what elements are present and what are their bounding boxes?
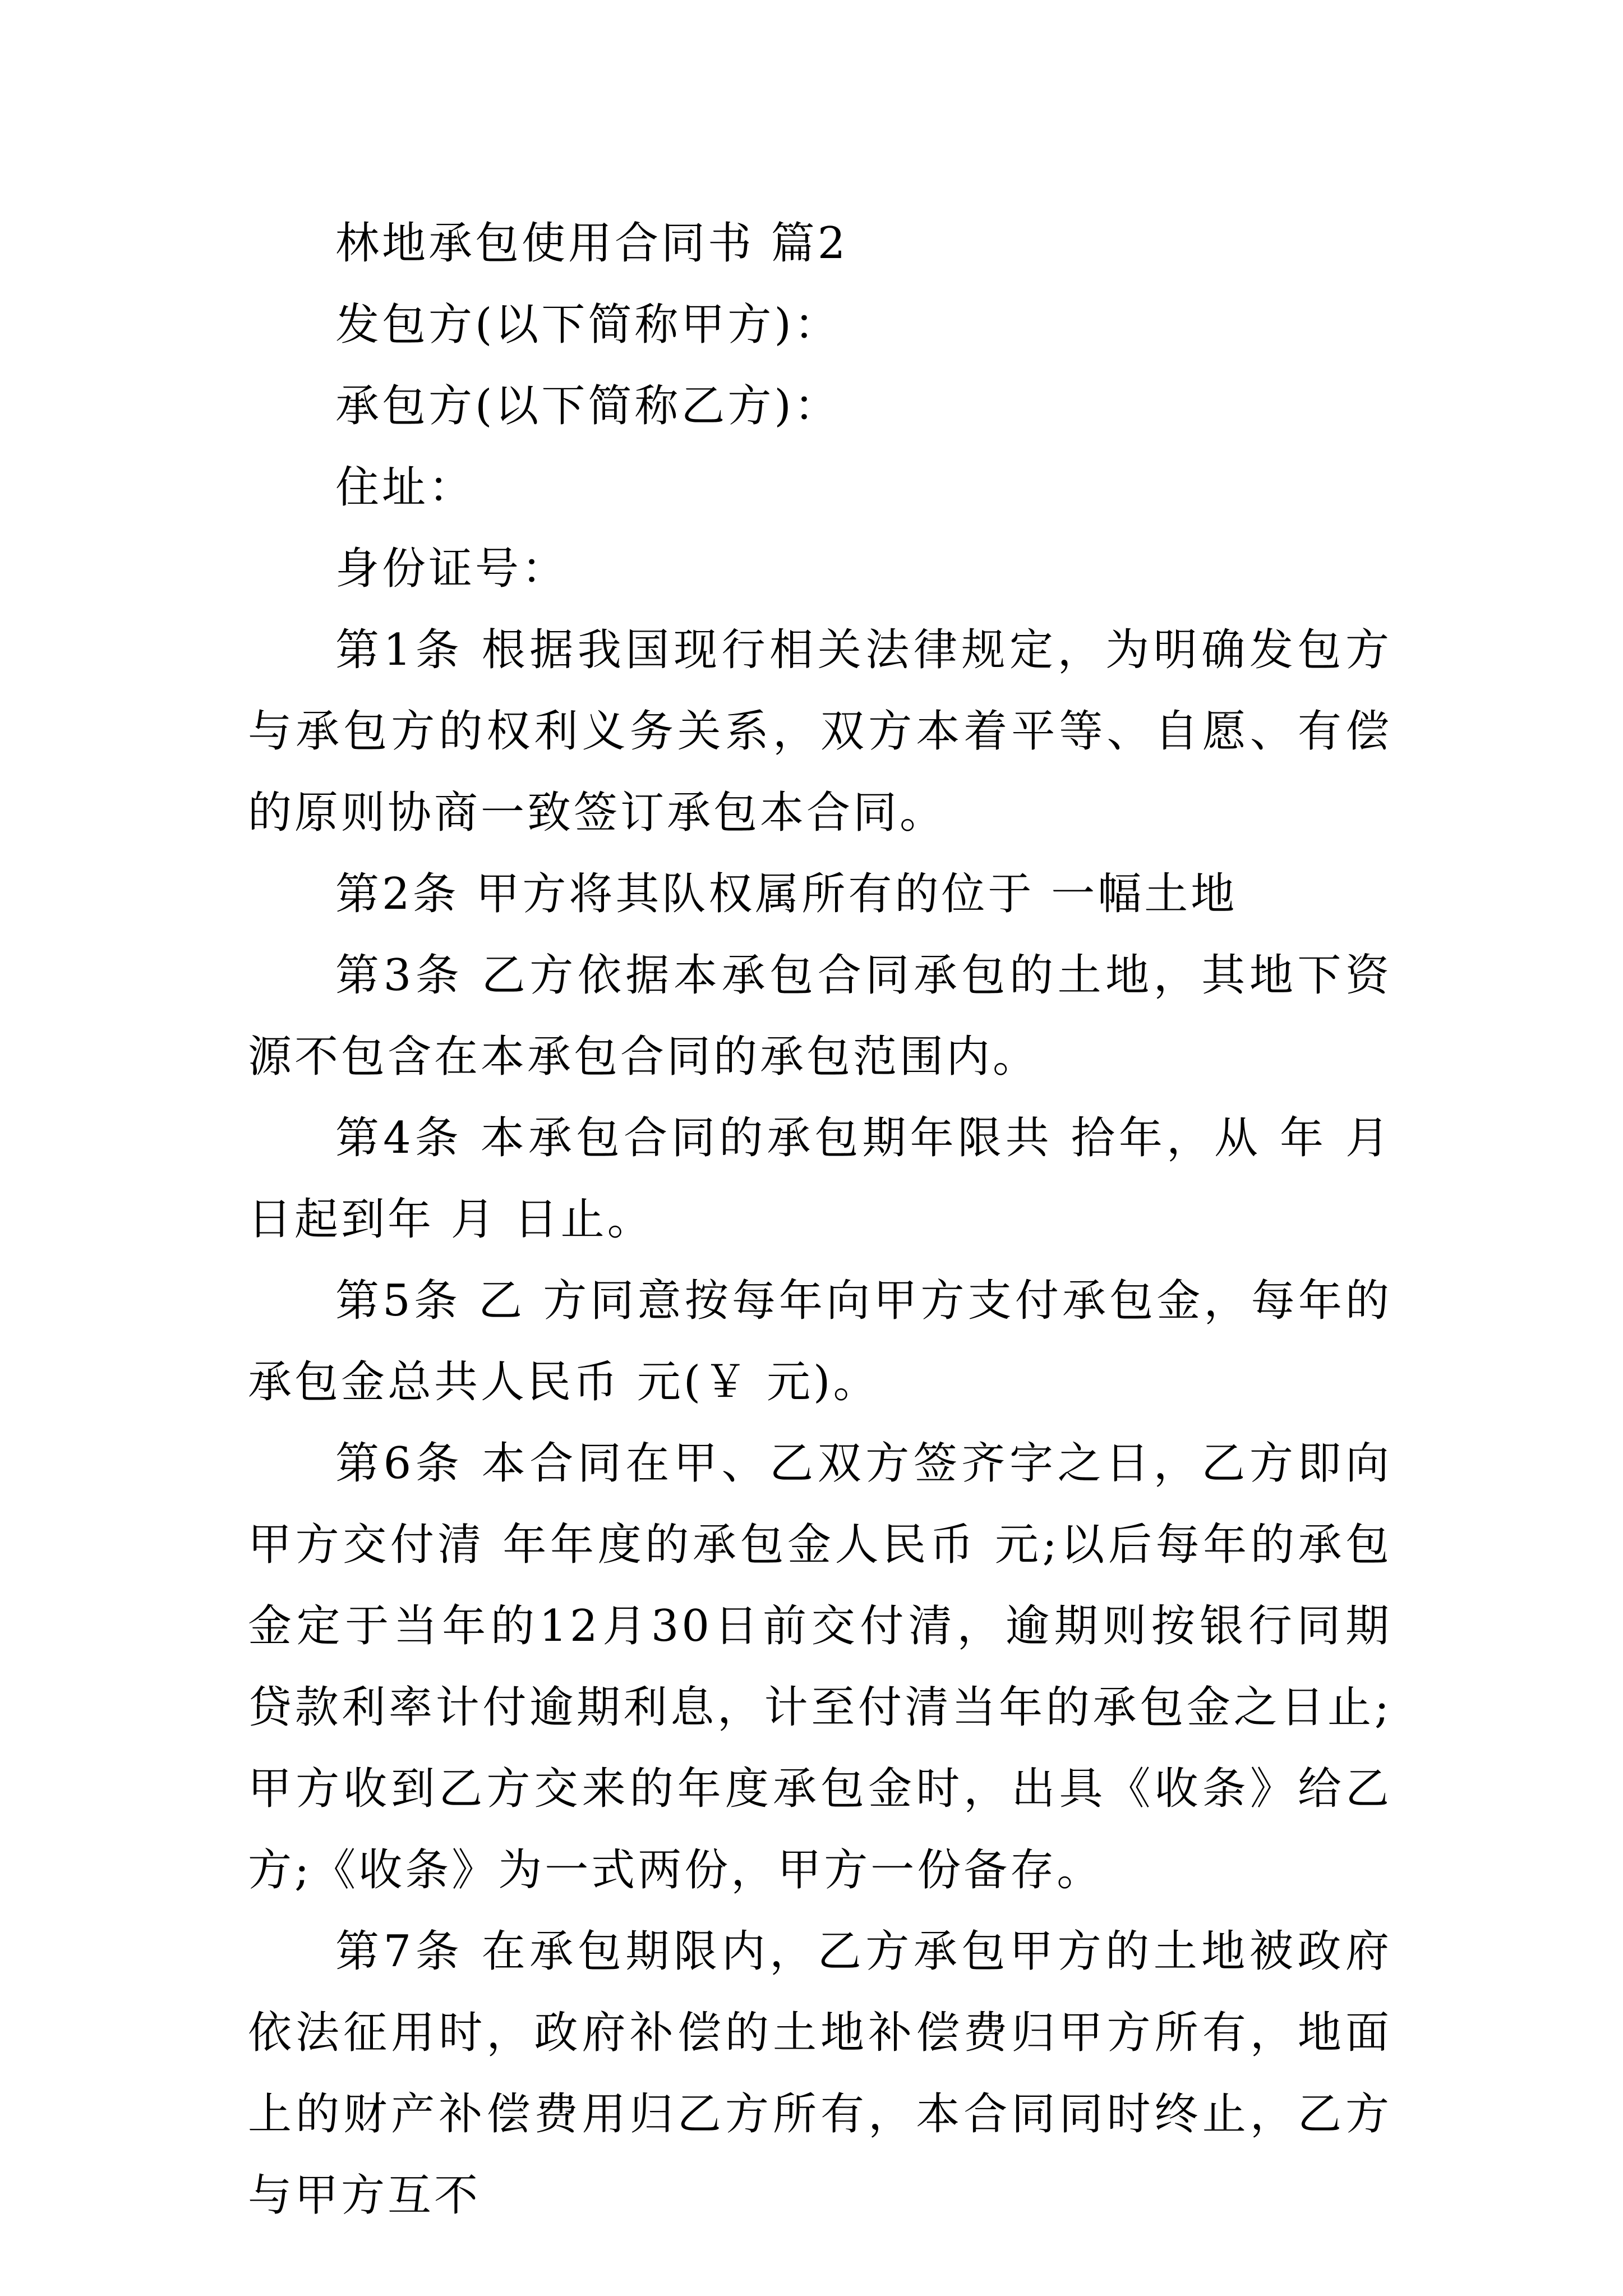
document-body (248, 203, 1392, 2237)
article-7: 第7条 在承包期限内，乙方承包甲方的土地被政府依法征用时，政府补偿的土地补偿费归甲方所有，地面上的财产补偿费用归乙方所有，本合同同时终止，乙方与甲方互不 (248, 1926, 1392, 2221)
address-field: 住址： (335, 462, 476, 513)
contractor-field: 承包方(以下简称乙方)： (335, 381, 841, 431)
id-number-field: 身份证号： (335, 544, 569, 594)
article-2: 第2条 甲方将其队权属所有的位于 一幅土地 (335, 869, 1238, 919)
article-1: 第1条 根据我国现行相关法律规定，为明确发包方与承包方的权利义务关系，双方本着平等、自愿、有偿的原则协商一致签订承包本合同。 (248, 625, 1392, 838)
employer-field: 发包方(以下简称甲方)： (335, 300, 841, 350)
article-5: 第5条 乙 方同意按每年向甲方支付承包金，每年的承包金总共人民币 元(￥ 元)。 (248, 1276, 1392, 1407)
article-4: 第4条 本承包合同的承包期年限共 拾年，从 年 月 日起到年 月 日止。 (248, 1113, 1392, 1245)
document-title: 林地承包使用合同书 篇2 (335, 218, 849, 269)
article-6: 第6条 本合同在甲、乙双方签齐字之日，乙方即向甲方交付清 年年度的承包金人民币 元;以后每年的承包金定于当年的12月30日前交付清，逾期则按银行同期贷款利率计付逾期利息，计至付清当年的承包金之日止;甲方收到乙方交来的年度承包金时，出具《收条》给乙方;《收条》为一式两份，甲方一份备存。 (248, 1438, 1392, 1895)
article-3: 第3条 乙方依据本承包合同承包的土地，其地下资源不包含在本承包合同的承包范围内。 (248, 950, 1392, 1082)
